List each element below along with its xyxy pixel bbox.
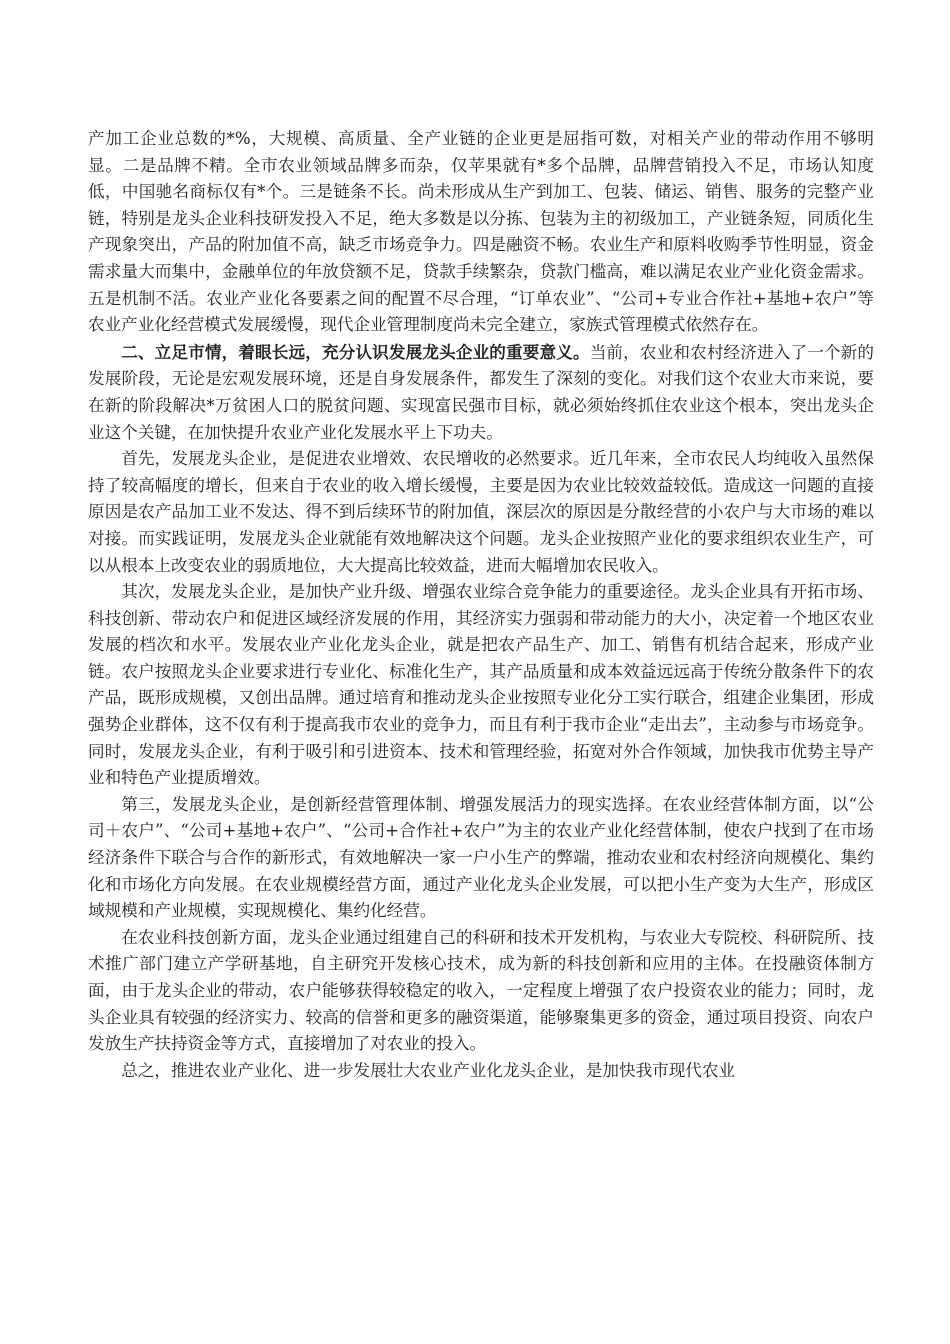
body-paragraph-5 bbox=[88, 792, 874, 925]
body-paragraph-1 bbox=[88, 126, 874, 339]
body-paragraph-6 bbox=[88, 925, 874, 1058]
body-paragraph-4 bbox=[88, 579, 874, 792]
paragraph-text: 在农业科技创新方面，龙头企业通过组建自己的科研和技术开发机构，与农业大专院校、科研院所、技术推广部门建立产学研基地，自主研究开发核心技术，成为新的科技创新和应用的主体。在投融资体制方面，由于龙头企业的带动，农户能够获得较稳定的收入，一定程度上增强了农户投资农业的能力；同时，龙头企业具有较强的经济实力、较高的信誉和更多的融资渠道，能够聚集更多的资金，通过项目投资、向农户发放生产扶持资金等方式，直接增加了对农业的投入。 bbox=[88, 927, 874, 1054]
paragraph-text: 总之，推进农业产业化、进一步发展壮大农业产业化龙头企业，是加快我市现代农业 bbox=[121, 1060, 736, 1080]
paragraph-text: 其次，发展龙头企业，是加快产业升级、增强农业综合竞争能力的重要途径。龙头企业具有开拓市场、科技创新、带动农户和促进区域经济发展的作用，其经济实力强弱和带动能力的大小，决定着一个地区农业发展的档次和水平。发展农业产业化龙头企业，就是把农产品生产、加工、销售有机结合起来，形成产业链。农户按照龙头企业要求进行专业化、标准化生产，其产品质量和成本效益远远高于传统分散条件下的农产品，既形成规模，又创出品牌。通过培育和推动龙头企业按照专业化分工实行联合，组建企业集团，形成强势企业群体，这不仅有利于提高我市农业的竞争力，而且有利于我市企业“走出去”，主动参与市场竞争。同时，发展龙头企业，有利于吸引和引进资本、技术和管理经验，拓宽对外合作领域，加快我市优势主导产业和特色产业提质增效。 bbox=[88, 582, 874, 788]
section-heading: 二、立足市情，着眼长远，充分认识发展龙头企业的重要意义。 bbox=[121, 341, 590, 362]
paragraph-text: 第三，发展龙头企业，是创新经营管理体制、增强发展活力的现实选择。在农业经营体制方面，以“公司＋农户”、“公司+基地+农户”、“公司+合作社+农户”为主的农业产业化经营体制，使农户找到了在市场经济条件下联合与合作的新形式，有效地解决一家一户小生产的弊端，推动农业和农村经济向规模化、集约化和市场化方向发展。在农业规模经营方面，通过产业化龙头企业发展，可以把小生产变为大生产，形成区域规模和产业规模，实现规模化、集约化经营。 bbox=[88, 794, 874, 921]
paragraph-text: 首先，发展龙头企业，是促进农业增效、农民增收的必然要求。近几年来，全市农民人均纯收入虽然保持了较高幅度的增长，但来自于农业的收入增长缓慢，主要是因为农业比较效益较低。造成这一问题的直接原因是农产品加工业不发达、得不到后续环节的附加值，深层次的原因是分散经营的小农户与大市场的难以对接。而实践证明，发展龙头企业就能有效地解决这个问题。龙头企业按照产业化的要求组织农业生产，可以从根本上改变农业的弱质地位，大大提高比较效益，进而大幅增加农民收入。 bbox=[88, 449, 874, 575]
section-paragraph-2 bbox=[88, 339, 874, 446]
body-paragraph-7 bbox=[88, 1058, 874, 1085]
document-page bbox=[88, 126, 874, 1084]
body-paragraph-3 bbox=[88, 446, 874, 579]
paragraph-text: 产加工企业总数的*%，大规模、高质量、全产业链的企业更是屈指可数，对相关产业的带动作用不够明显。二是品牌不精。全市农业领域品牌多而杂，仅苹果就有*多个品牌，品牌营销投入不足，市场认知度低，中国驰名商标仅有*个。三是链条不长。尚未形成从生产到加工、包装、储运、销售、服务的完整产业链，特别是龙头企业科技研发投入不足，绝大多数是以分拣、包装为主的初级加工，产业链条短，同质化生产现象突出，产品的附加值不高，缺乏市场竞争力。四是融资不畅。农业生产和原料收购季节性明显，资金需求量大而集中，金融单位的年放贷额不足，贷款手续繁杂，贷款门槛高，难以满足农业产业化资金需求。五是机制不活。农业产业化各要素之间的配置不尽合理，“订单农业”、“公司+专业合作社+基地+农户”等农业产业化经营模式发展缓慢，现代企业管理制度尚未完全建立，家族式管理模式依然存在。 bbox=[88, 129, 874, 335]
paragraph-text: 当前，农业和农村经济进入了一个新的发展阶段，无论是宏观发展环境，还是自身发展条件，都发生了深刻的变化。对我们这个农业大市来说，要在新的阶段解决*万贫困人口的脱贫问题、实现富民强市目标，就必须始终抓住农业这个根本，突出龙头企业这个关键，在加快提升农业产业化发展水平上下功夫。 bbox=[88, 342, 875, 442]
